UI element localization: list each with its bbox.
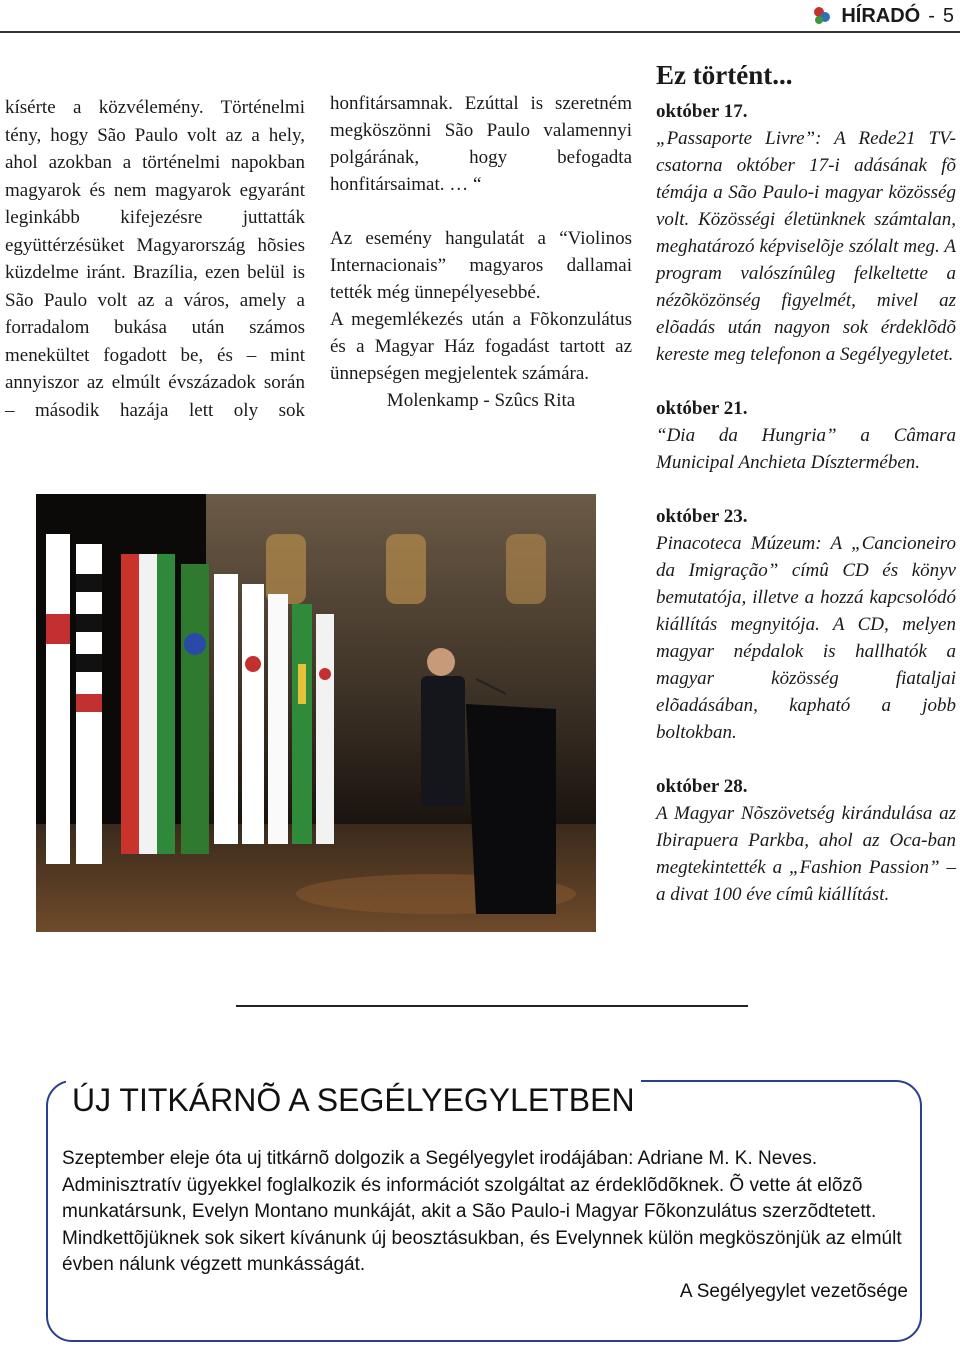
event-item [656, 395, 956, 476]
event-date: október 28. [656, 776, 748, 797]
publication-title: HÍRADÓ [841, 4, 921, 27]
event-text: „Passaporte Livre”: A Rede21 TV-csatorna október 17-i adásának fõ témája a São Paulo-i magyar közösség volt. Közösségi életünknek számtalan, meghatározó képviselõje szólalt meg. A program valószínûleg felkeltette a nézõközönség figyelmét, mivel az elõadás után nagyon sok érdeklõdõ kereste meg telefonon a Segélyegyletet. [656, 128, 956, 365]
middle-column [330, 90, 632, 414]
page-header [811, 2, 954, 30]
ceremony-photo [36, 494, 596, 932]
event-date: október 21. [656, 398, 748, 419]
event-item [656, 98, 956, 368]
events-heading: Ez történt... [656, 60, 793, 90]
flag-emblem-icon [811, 5, 833, 27]
announcement-paragraph-2: Mindkettõjüknek sok sikert kívánunk új beosztásukban, és Evelynnek külön megköszönjük az elmúlt évben nálunk végzett munkásságát. [62, 1227, 902, 1275]
announcement-paragraph-1: Szeptember eleje óta uj titkárnõ dolgozik a Segélyegylet irodájában: Adriane M. K. Neves. Adminisztratív ügyekkel foglalkozik és információt szolgáltat az érdeklõdõknek. Õ vette át elõzõ munkatársunk, Evelyn Montano munkáját, akit a São Paulo-i Magyar Fõkonzulátus szerzõdtetett. [62, 1148, 877, 1222]
middle-paragraph-3: A megemlékezés után a Fõkonzulátus és a Magyar Ház fogadást tartott az ünnepségen megjelentek számára. [330, 309, 632, 384]
middle-paragraph-2: Az esemény hangulatát a “Violinos Internacionais” magyaros dallamai tették még ünnepélyesebbé. [330, 228, 632, 303]
event-text: Pinacoteca Múzeum: A „Cancioneiro da Imigração” címû CD és könyv bemutatója, illetve a hozzá kapcsolódó kiállítás megnyitója. A CD, melyen magyar népdalok is hallhatók a magyar közösség fiataljai elõadásában, kapható a jobb boltokban. [656, 533, 956, 743]
left-column [5, 94, 305, 424]
middle-paragraph-1: honfitársamnak. Ezúttal is szeretném megköszönni São Paulo valamennyi polgárának, hogy befogadta honfitársaimat. … “ [330, 93, 632, 195]
event-item [656, 503, 956, 746]
article-signature: Molenkamp - Szûcs Rita [386, 390, 576, 411]
event-text: “Dia da Hungria” a Câmara Municipal Anchieta Dísztermében. [656, 425, 956, 473]
section-divider [236, 1005, 748, 1007]
event-date: október 23. [656, 506, 748, 527]
right-column [656, 58, 956, 935]
event-date: október 17. [656, 101, 748, 122]
left-column-text: kísérte a közvélemény. Történelmi tény, hogy São Paulo volt az a hely, ahol azokban a történelmi napokban magyarok és nem magyarok egyaránt leginkább kifejezésre juttatták együttérzésüket Magyarország hõsies küzdelme iránt. Brazília, ezen belül is São Paulo volt az a város, amely a forradalom bukása után számos menekültet fogadott be, és – mint annyiszor az elmúlt évszázadok során – második hazája lett oly sok [5, 97, 305, 421]
page-separator: - [928, 4, 935, 27]
announcement-body [62, 1146, 912, 1305]
event-text: A Magyar Nõszövetség kirándulása az Ibirapuera Parkba, ahol az Oca-ban megtekintették a „Fashion Passion” – a divat 100 éve címû kiállítást. [656, 803, 956, 905]
header-rule [0, 31, 960, 33]
event-item [656, 773, 956, 908]
announcement-title: ÚJ TITKÁRNÕ A SEGÉLYEGYLETBEN [66, 1074, 641, 1126]
announcement-signature: A Segélyegylet vezetõsége [679, 1280, 908, 1302]
page-number: 5 [942, 4, 954, 27]
